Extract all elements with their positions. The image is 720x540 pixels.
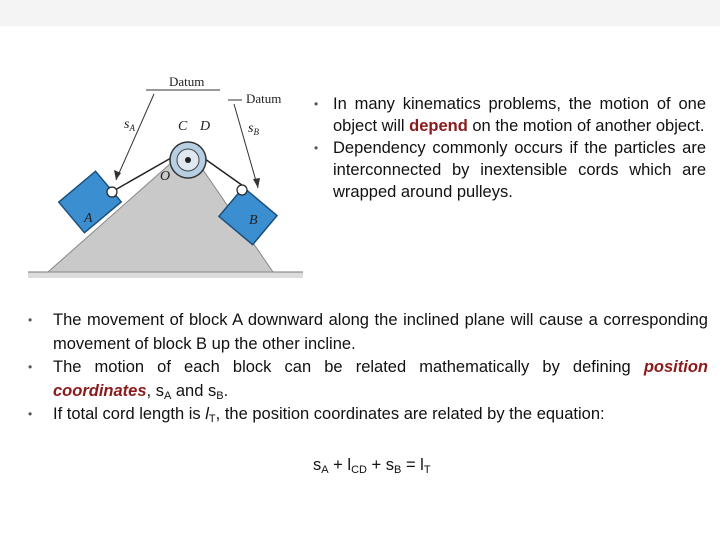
- bottom-bullet-1: [28, 309, 708, 356]
- sa-label: $s_A$: [124, 117, 135, 133]
- datum-left-label: Datum: [169, 74, 205, 89]
- position-coordinates-emphasis: position coordinates: [53, 358, 708, 400]
- point-c-label: C: [178, 119, 188, 134]
- right-bullet-1-text-a: In many kinematics problems, the motion of one object will: [333, 95, 706, 135]
- bottom-bullet-3-text-b: , the position coordinates are related by the equation:: [215, 405, 605, 423]
- eq-s-a: s: [313, 456, 322, 474]
- point-d-label: D: [200, 119, 211, 134]
- ground: [28, 272, 303, 278]
- bottom-bullet-1-text: The movement of block A downward along the inclined plane will cause a corresponding movement of block B up the other incline.: [53, 311, 708, 353]
- eq-sub-cd: CD: [351, 464, 367, 476]
- bottom-bullet-2-text-c: and s: [171, 381, 217, 400]
- bullet-dot: •: [28, 407, 33, 421]
- pulley-axle: [185, 157, 191, 163]
- bottom-bullet-2-text-a: The motion of each block can be related mathematically by defining: [53, 358, 644, 376]
- cord-length-symbol: l: [205, 405, 209, 423]
- pulley-incline-diagram: [28, 72, 308, 282]
- eq-equals-l: = l: [401, 456, 424, 474]
- bottom-bullet-2-text-d: .: [223, 381, 229, 400]
- bullet-dot: •: [314, 141, 319, 155]
- subscript-b: B: [216, 389, 224, 402]
- bullet-dot: •: [314, 97, 319, 111]
- depend-emphasis: depend: [409, 117, 468, 135]
- right-bullet-1: [314, 93, 706, 137]
- bottom-bullet-list: [28, 309, 708, 427]
- right-bullet-2-text: Dependency commonly occurs if the particles are interconnected by inextensible cords which are wrapped around pulleys.: [333, 139, 706, 201]
- eq-plus-l: + l: [328, 456, 352, 474]
- bottom-bullet-2-text-b: , s: [146, 381, 164, 400]
- block-b-label: B: [249, 213, 258, 228]
- pulley-diagram-svg: [28, 72, 308, 282]
- sb-arrowhead: [253, 178, 260, 188]
- right-bullet-1-text-b: on the motion of another object.: [467, 117, 705, 135]
- eq-sub-a: A: [321, 464, 329, 476]
- sa-dimension-line: [116, 94, 154, 180]
- eq-sub-b: B: [394, 464, 402, 476]
- sb-dimension-line: [234, 104, 258, 188]
- bullet-dot: •: [28, 313, 33, 327]
- point-o-label: O: [160, 169, 171, 184]
- eq-plus-s: + s: [366, 456, 395, 474]
- right-bullet-list: [314, 93, 706, 203]
- bullet-dot: •: [28, 360, 33, 374]
- top-header-band: [0, 0, 720, 26]
- subscript-a: A: [163, 389, 172, 402]
- eq-sub-t: T: [423, 464, 431, 476]
- datum-right-label: Datum: [246, 91, 282, 106]
- block-a-label: A: [84, 211, 93, 226]
- sb-label: $s_B$: [248, 121, 259, 137]
- subscript-t: T: [208, 413, 216, 425]
- bottom-bullet-2: [28, 356, 708, 403]
- bottom-bullet-3: [28, 403, 708, 427]
- block-b-hook: [237, 185, 247, 195]
- cord-length-equation: [313, 456, 431, 475]
- block-a-hook: [107, 187, 117, 197]
- right-bullet-2: [314, 137, 706, 203]
- bottom-bullet-3-text-a: If total cord length is: [53, 405, 206, 423]
